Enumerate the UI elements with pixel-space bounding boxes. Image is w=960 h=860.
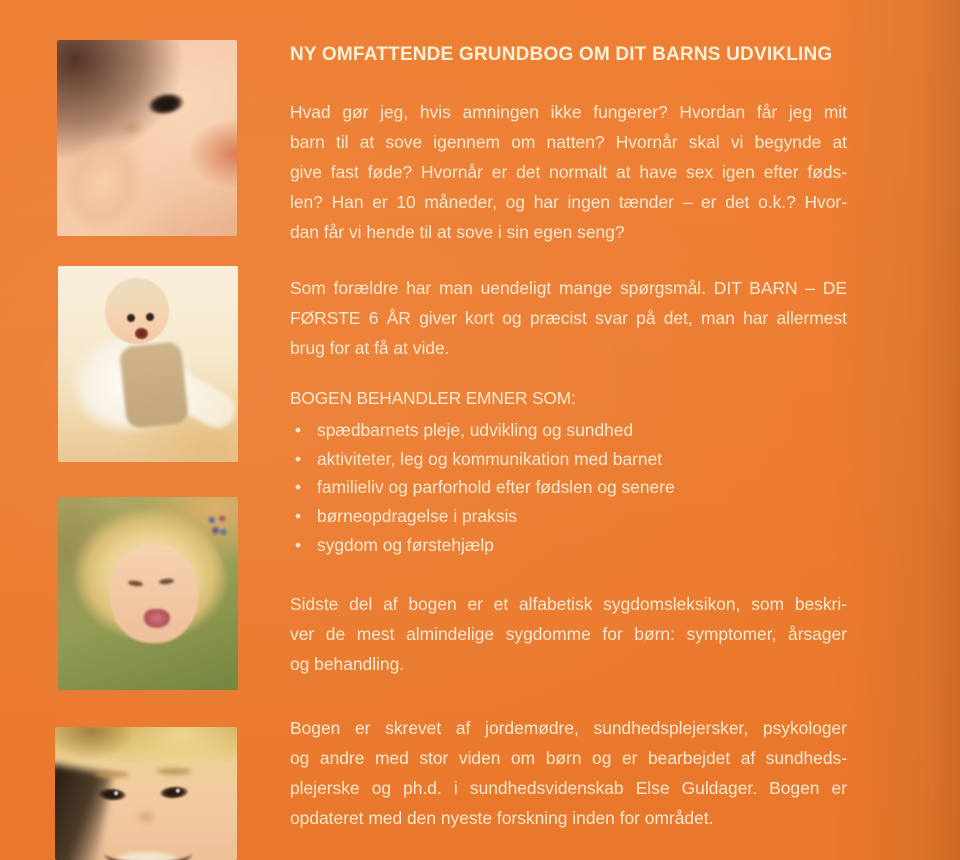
photo-breastfeeding-baby xyxy=(57,40,237,236)
paragraph-line: ver de mest almindelige sygdomme for børn: symptomer, årsager xyxy=(290,624,847,644)
girl-left-eye-shape xyxy=(128,580,144,587)
bullet-icon: • xyxy=(295,477,302,498)
bullet-icon: • xyxy=(295,506,302,527)
paragraph-line: plejerske og ph.d. i sundhedsvidenskab Else Guldager. Bogen er xyxy=(290,778,847,798)
paragraph-line: len? Han er 10 måneder, og har ingen tænder – er det o.k.? Hvor- xyxy=(290,192,847,212)
photo-crawling-baby xyxy=(58,266,238,462)
baby-mouth-shape xyxy=(135,328,148,339)
list-item-label: børneopdragelse i praksis xyxy=(317,506,518,527)
paragraph-line: Bogen er skrevet af jordemødre, sundhedsplejersker, psykologer xyxy=(290,718,847,738)
authors-paragraph xyxy=(290,713,847,833)
intro-questions-paragraph xyxy=(290,97,847,247)
paragraph-line: Hvad gør jeg, hvis amningen ikke fungerer? Hvordan får jeg mit xyxy=(290,102,847,122)
sickness-lexicon-paragraph xyxy=(290,589,847,679)
paragraph-line: FØRSTE 6 ÅR giver kort og præcist svar på det, man har allermest xyxy=(290,308,847,328)
paragraph-line: og behandling. xyxy=(290,654,405,674)
list-item xyxy=(290,531,847,560)
paragraph-line: opdateret med den nyeste forskning inden for området. xyxy=(290,808,714,828)
girl-face-shape xyxy=(110,543,198,643)
boy-right-eye-shape xyxy=(158,784,189,799)
paragraph-line: barn til at sove igennem om natten? Hvornår skal vi begynde at xyxy=(290,132,847,152)
topics-list xyxy=(290,416,847,560)
boy-smile-shape xyxy=(104,838,192,860)
photo-smiling-boy xyxy=(55,727,237,860)
paragraph-line: dan får vi hende til at sove i sin egen seng? xyxy=(290,222,625,242)
page-title: NY OMFATTENDE GRUNDBOG OM DIT BARNS UDVIKLING xyxy=(290,44,833,65)
list-item-label: sygdom og førstehjælp xyxy=(317,534,494,555)
bullet-icon: • xyxy=(295,534,302,555)
baby-overalls-shape xyxy=(119,341,189,429)
about-book-paragraph xyxy=(290,273,847,363)
girl-tongue-shape xyxy=(144,609,170,628)
photo-toddler-girl-sticking-tongue-out xyxy=(58,497,238,690)
bullet-icon: • xyxy=(295,420,302,440)
list-item xyxy=(290,445,847,474)
list-item-label: familieliv og parforhold efter fødslen og senere xyxy=(317,477,675,498)
paragraph-line: Som forældre har man uendeligt mange spørgsmål. DIT BARN – DE xyxy=(290,278,847,298)
topics-section-title: BOGEN BEHANDLER EMNER SOM: xyxy=(290,388,576,408)
list-item-label: spædbarnets pleje, udvikling og sundhed xyxy=(317,420,634,440)
paragraph-line: Sidste del af bogen er et alfabetisk sygdomsleksikon, som beskri- xyxy=(290,594,847,614)
boy-hair-shadow-shape xyxy=(55,763,112,860)
baby-right-eye-shape xyxy=(146,313,154,321)
list-item-label: aktiviteter, leg og kommunikation med barnet xyxy=(317,448,663,469)
list-item xyxy=(290,473,847,502)
baby-left-eye-shape xyxy=(127,314,135,322)
back-cover-text-column xyxy=(290,0,847,860)
girl-hair-clip-shape xyxy=(204,511,230,541)
paragraph-line: give fast føde? Hvornår er det normalt at have sex igen efter føds- xyxy=(290,162,847,182)
paragraph-line: brug for at få at vide. xyxy=(290,338,450,358)
baby-head-shape xyxy=(105,278,169,344)
baby-nose-shadow-shape xyxy=(118,118,144,136)
boy-nose-shadow-shape xyxy=(135,809,157,825)
baby-eye-shape xyxy=(145,90,186,118)
boy-left-eyebrow-shape xyxy=(95,771,129,778)
bullet-icon: • xyxy=(295,448,302,469)
list-item xyxy=(290,416,847,445)
baby-hand-shape xyxy=(57,124,156,236)
list-item xyxy=(290,502,847,531)
girl-right-eye-shape xyxy=(159,579,174,586)
paragraph-line: og andre med stor viden om børn og er bearbejdet af sundheds- xyxy=(290,748,847,768)
boy-right-eyebrow-shape xyxy=(157,768,191,775)
